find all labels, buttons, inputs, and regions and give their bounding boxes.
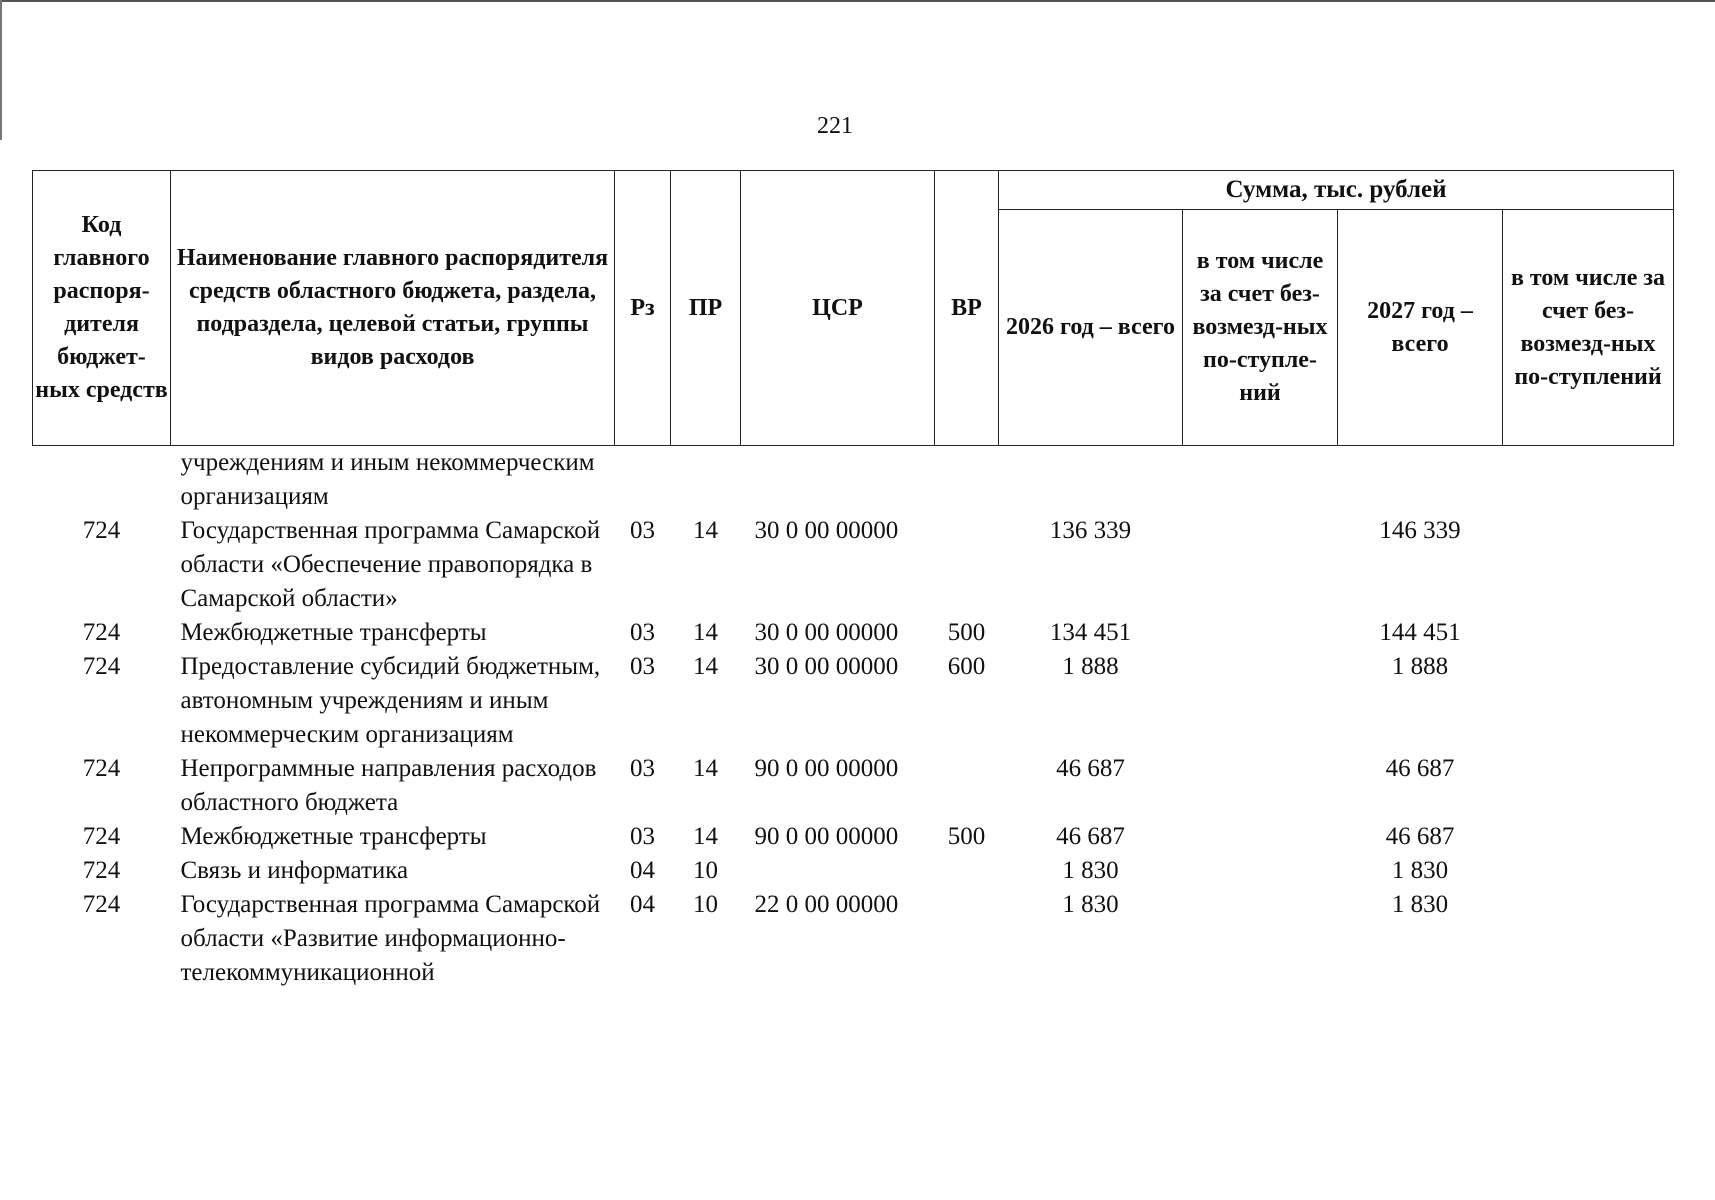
table-row <box>33 446 1674 515</box>
cell-pr: 14 <box>693 823 718 850</box>
budget-table <box>32 170 1674 990</box>
cell-csr <box>741 854 935 888</box>
cell-2026-total <box>999 446 1183 515</box>
cell-rz: 03 <box>630 755 655 782</box>
cell-2026-free <box>1183 616 1338 650</box>
table-row <box>33 888 1674 990</box>
cell-2027-total: 146 339 <box>1379 517 1461 544</box>
cell-2026-total: 46 687 <box>1056 823 1125 850</box>
cell-2027-total <box>1338 446 1503 515</box>
table-row <box>33 650 1674 752</box>
cell-2026-free <box>1183 752 1338 820</box>
cell-2026-free <box>1183 514 1338 616</box>
scan-left-edge <box>0 0 2 140</box>
cell-2026-free <box>1183 888 1338 990</box>
cell-rz: 03 <box>630 517 655 544</box>
cell-csr: 90 0 00 00000 <box>754 755 899 782</box>
cell-2027-total: 46 687 <box>1385 823 1455 850</box>
cell-vr <box>935 514 999 616</box>
cell-rz: 03 <box>630 823 655 850</box>
table-row <box>33 514 1674 616</box>
cell-csr <box>741 446 935 515</box>
cell-2026-free <box>1183 854 1338 888</box>
cell-2027-free <box>1503 752 1674 820</box>
cell-2027-total: 144 451 <box>1379 619 1461 646</box>
cell-name: учреждениям и иным некоммерческим организациям <box>180 449 595 510</box>
cell-2026-total: 1 830 <box>1062 891 1119 918</box>
cell-2027-total: 1 888 <box>1391 653 1449 680</box>
cell-2027-free <box>1503 854 1674 888</box>
cell-name: Непрограммные направления расходов областного бюджета <box>180 755 597 816</box>
header-code: Код главного распоря-дителя бюджет-ных средств <box>33 171 171 446</box>
header-rz: Рз <box>615 171 671 446</box>
table-header <box>33 171 1674 446</box>
header-sum-title: Сумма, тыс. рублей <box>999 171 1674 210</box>
header-2027-total: 2027 год – всего <box>1338 210 1503 446</box>
table-body <box>33 446 1674 991</box>
cell-vr: 500 <box>947 619 986 646</box>
cell-2026-free <box>1183 446 1338 515</box>
cell-name: Государственная программа Самарской области «Обеспечение правопорядка в Самарской области» <box>180 517 601 612</box>
cell-2027-free <box>1503 888 1674 990</box>
cell-vr: 600 <box>947 653 986 680</box>
header-2026-free: в том числе за счет без-возмезд-ных по-ступле-ний <box>1183 210 1338 446</box>
cell-2027-free <box>1503 650 1674 752</box>
scan-top-edge <box>0 0 1715 2</box>
cell-name: Межбюджетные трансферты <box>180 619 487 646</box>
cell-vr <box>935 888 999 990</box>
cell-name: Государственная программа Самарской области «Развитие информационно-телекоммуникационной <box>180 891 601 986</box>
cell-2027-free <box>1503 820 1674 854</box>
cell-csr: 30 0 00 00000 <box>754 619 899 646</box>
cell-csr: 22 0 00 00000 <box>754 891 899 918</box>
table-row <box>33 854 1674 888</box>
cell-code: 724 <box>82 619 121 646</box>
cell-vr <box>935 446 999 515</box>
cell-name: Межбюджетные трансферты <box>180 823 487 850</box>
cell-code: 724 <box>82 823 121 850</box>
header-pr: ПР <box>671 171 741 446</box>
cell-rz: 03 <box>630 619 655 646</box>
cell-pr <box>671 446 741 515</box>
cell-2026-total: 136 339 <box>1049 517 1132 544</box>
cell-2026-free <box>1183 650 1338 752</box>
cell-code: 724 <box>82 891 121 918</box>
header-2026-total: 2026 год – всего <box>999 210 1183 446</box>
cell-pr: 14 <box>693 619 718 646</box>
cell-csr: 90 0 00 00000 <box>754 823 899 850</box>
header-name: Наименование главного распорядителя средств областного бюджета, раздела, подраздела, целевой статьи, группы видов расходов <box>171 171 615 446</box>
cell-2027-free <box>1503 446 1674 515</box>
cell-pr: 14 <box>693 653 718 680</box>
cell-vr <box>935 854 999 888</box>
cell-pr: 10 <box>693 891 718 918</box>
header-2027-free: в том числе за счет без-возмезд-ных по-ступлений <box>1503 210 1674 446</box>
cell-code: 724 <box>82 653 121 680</box>
table-row <box>33 820 1674 854</box>
cell-2027-total: 1 830 <box>1391 857 1449 884</box>
cell-name: Предоставление субсидий бюджетным, автономным учреждениям и иным некоммерческим организациям <box>180 653 601 748</box>
cell-rz: 04 <box>630 891 655 918</box>
cell-2027-free <box>1503 514 1674 616</box>
cell-2026-free <box>1183 820 1338 854</box>
page-number: 221 <box>817 113 853 139</box>
cell-2026-total: 46 687 <box>1056 755 1125 782</box>
cell-2027-total: 1 830 <box>1391 891 1449 918</box>
cell-code <box>33 446 171 515</box>
cell-code: 724 <box>82 857 121 884</box>
header-csr: ЦСР <box>741 171 935 446</box>
table-row <box>33 752 1674 820</box>
cell-2026-total: 134 451 <box>1049 619 1132 646</box>
cell-2026-total: 1 888 <box>1062 653 1119 680</box>
cell-pr: 10 <box>693 857 718 884</box>
cell-rz <box>615 446 671 515</box>
cell-code: 724 <box>82 517 121 544</box>
cell-2027-total: 46 687 <box>1385 755 1455 782</box>
cell-code: 724 <box>82 755 121 782</box>
cell-csr: 30 0 00 00000 <box>754 653 899 680</box>
cell-csr: 30 0 00 00000 <box>754 517 899 544</box>
header-vr: ВР <box>935 171 999 446</box>
table-row <box>33 616 1674 650</box>
cell-name: Связь и информатика <box>180 857 409 884</box>
cell-pr: 14 <box>693 755 718 782</box>
cell-rz: 04 <box>630 857 655 884</box>
cell-2027-free <box>1503 616 1674 650</box>
cell-vr: 500 <box>947 823 986 850</box>
cell-rz: 03 <box>630 653 655 680</box>
cell-2026-total: 1 830 <box>1062 857 1119 884</box>
cell-vr <box>935 752 999 820</box>
cell-pr: 14 <box>693 517 718 544</box>
